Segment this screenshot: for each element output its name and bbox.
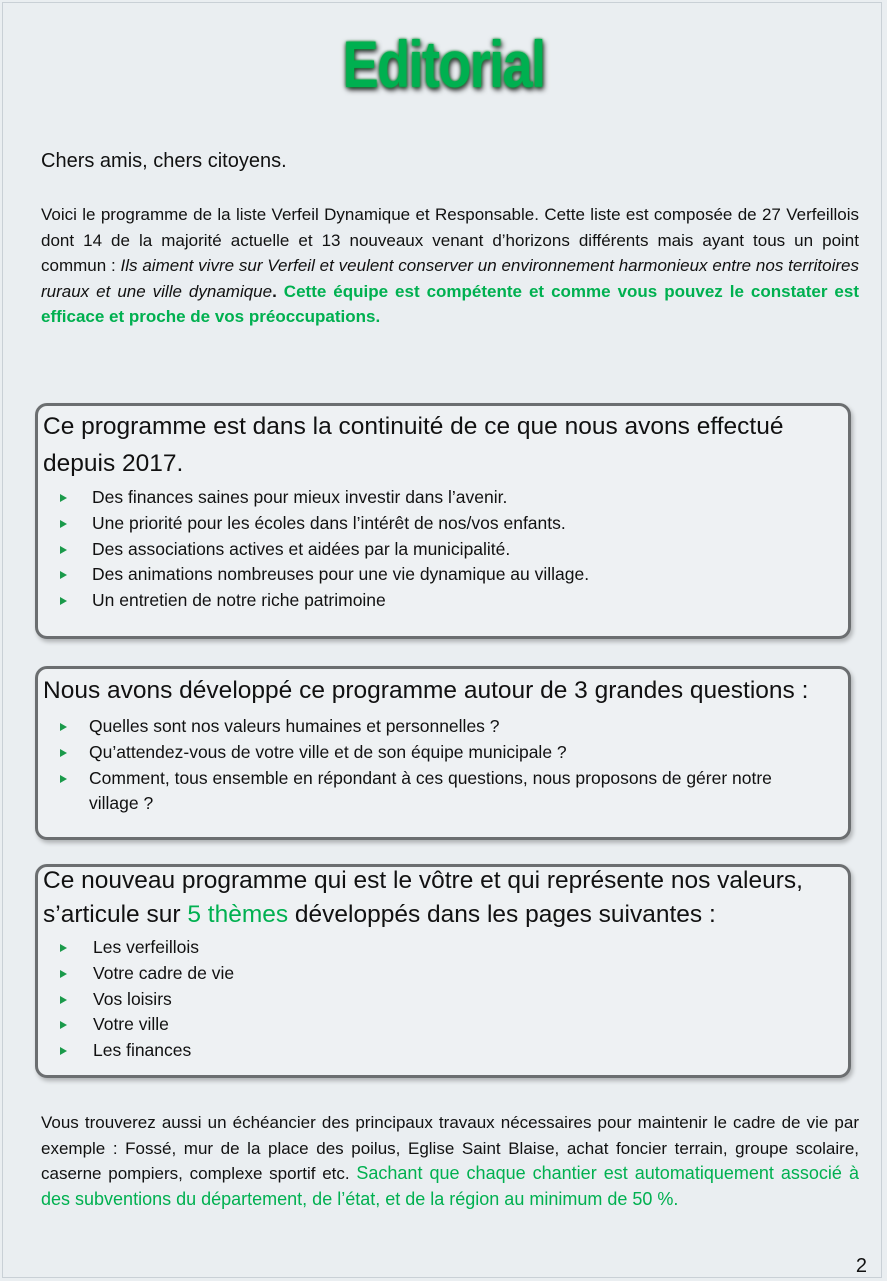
triangle-bullet-icon	[60, 494, 67, 502]
themes-heading	[43, 864, 803, 932]
continuity-heading	[43, 408, 783, 482]
questions-list	[38, 714, 772, 817]
continuity-heading-line2: depuis 2017.	[43, 450, 184, 477]
questions-heading: Nous avons développé ce programme autour de 3 grandes questions :	[43, 677, 809, 704]
list-item: Des animations nombreuses pour une vie dynamique au village.	[38, 562, 589, 588]
list-item: Des finances saines pour mieux investir dans l’avenir.	[38, 485, 589, 511]
list-item: Comment, tous ensemble en répondant à ces questions, nous proposons de gérer notre	[38, 766, 772, 792]
continuity-list	[38, 485, 589, 614]
list-item: Vos loisirs	[38, 987, 234, 1013]
triangle-bullet-icon	[60, 546, 67, 554]
triangle-bullet-icon	[60, 944, 67, 952]
list-item: Une priorité pour les écoles dans l’intérêt de nos/vos enfants.	[38, 511, 589, 537]
page-border	[2, 2, 882, 1278]
intro-text: Voici le programme de la liste Verfeil Dynamique et Responsable. Cette liste est composée de 27 Verfeillois dont 14 de la majorité actuelle et 13 nouveaux venant d’horizons différents mais ayant tous un point commun :	[41, 205, 859, 275]
triangle-bullet-icon	[60, 996, 67, 1004]
intro-italic: Ils aiment vivre sur Verfeil et veulent conserver un environnement harmonieux entre nos territoires ruraux et une ville dynamique	[41, 256, 859, 301]
list-item: Quelles sont nos valeurs humaines et personnelles ?	[38, 714, 772, 740]
continuity-box	[35, 403, 851, 639]
outro-text: Vous trouverez aussi un échéancier des principaux travaux nécessaires pour maintenir le cadre de vie par exemple : Fossé, mur de la place des poilus, Eglise Saint Blaise, achat foncier terrain, groupe scolaire, caserne pompiers, complexe sportif etc.	[41, 1113, 859, 1183]
triangle-bullet-icon	[60, 723, 67, 731]
triangle-bullet-icon	[60, 1047, 67, 1055]
themes-list	[38, 935, 234, 1064]
outro-paragraph	[41, 1110, 859, 1212]
list-item: Les finances	[38, 1038, 234, 1064]
questions-box	[35, 666, 851, 840]
triangle-bullet-icon	[60, 749, 67, 757]
list-item: Qu’attendez-vous de votre ville et de son équipe municipale ?	[38, 740, 772, 766]
intro-green-text: Cette équipe est compétente et comme vous pouvez le constater est efficace et proche de vos préoccupations.	[41, 281, 859, 326]
list-item: Votre cadre de vie	[38, 961, 234, 987]
outro-green-text: Sachant que chaque chantier est automatiquement associé à des subventions du département, de l’état, et de la région au minimum de 50 %.	[41, 1163, 859, 1209]
triangle-bullet-icon	[60, 775, 67, 783]
intro-dot: .	[272, 281, 284, 301]
themes-heading-line1: Ce nouveau programme qui est le vôtre et qui représente nos valeurs,	[43, 867, 803, 894]
triangle-bullet-icon	[60, 597, 67, 605]
greeting: Chers amis, chers citoyens.	[41, 150, 287, 172]
triangle-bullet-icon	[60, 1021, 67, 1029]
themes-count: 5 thèmes	[187, 901, 289, 928]
triangle-bullet-icon	[60, 520, 67, 528]
list-item: Un entretien de notre riche patrimoine	[38, 588, 589, 614]
list-item: Des associations actives et aidées par la municipalité.	[38, 537, 589, 563]
triangle-bullet-icon	[60, 571, 67, 579]
themes-heading-line2: s’articule sur 5 thèmes développés dans les pages suivantes :	[43, 901, 716, 928]
list-item-continuation: village ?	[89, 793, 154, 814]
continuity-heading-line1: Ce programme est dans la continuité de ce que nous avons effectué	[43, 413, 784, 440]
triangle-bullet-icon	[60, 970, 67, 978]
themes-box	[35, 864, 851, 1078]
page-number: 2	[855, 1255, 867, 1277]
list-item: Votre ville	[38, 1012, 234, 1038]
page-title: Editorial	[342, 27, 545, 101]
intro-paragraph	[41, 202, 859, 330]
list-item: Les verfeillois	[38, 935, 234, 961]
